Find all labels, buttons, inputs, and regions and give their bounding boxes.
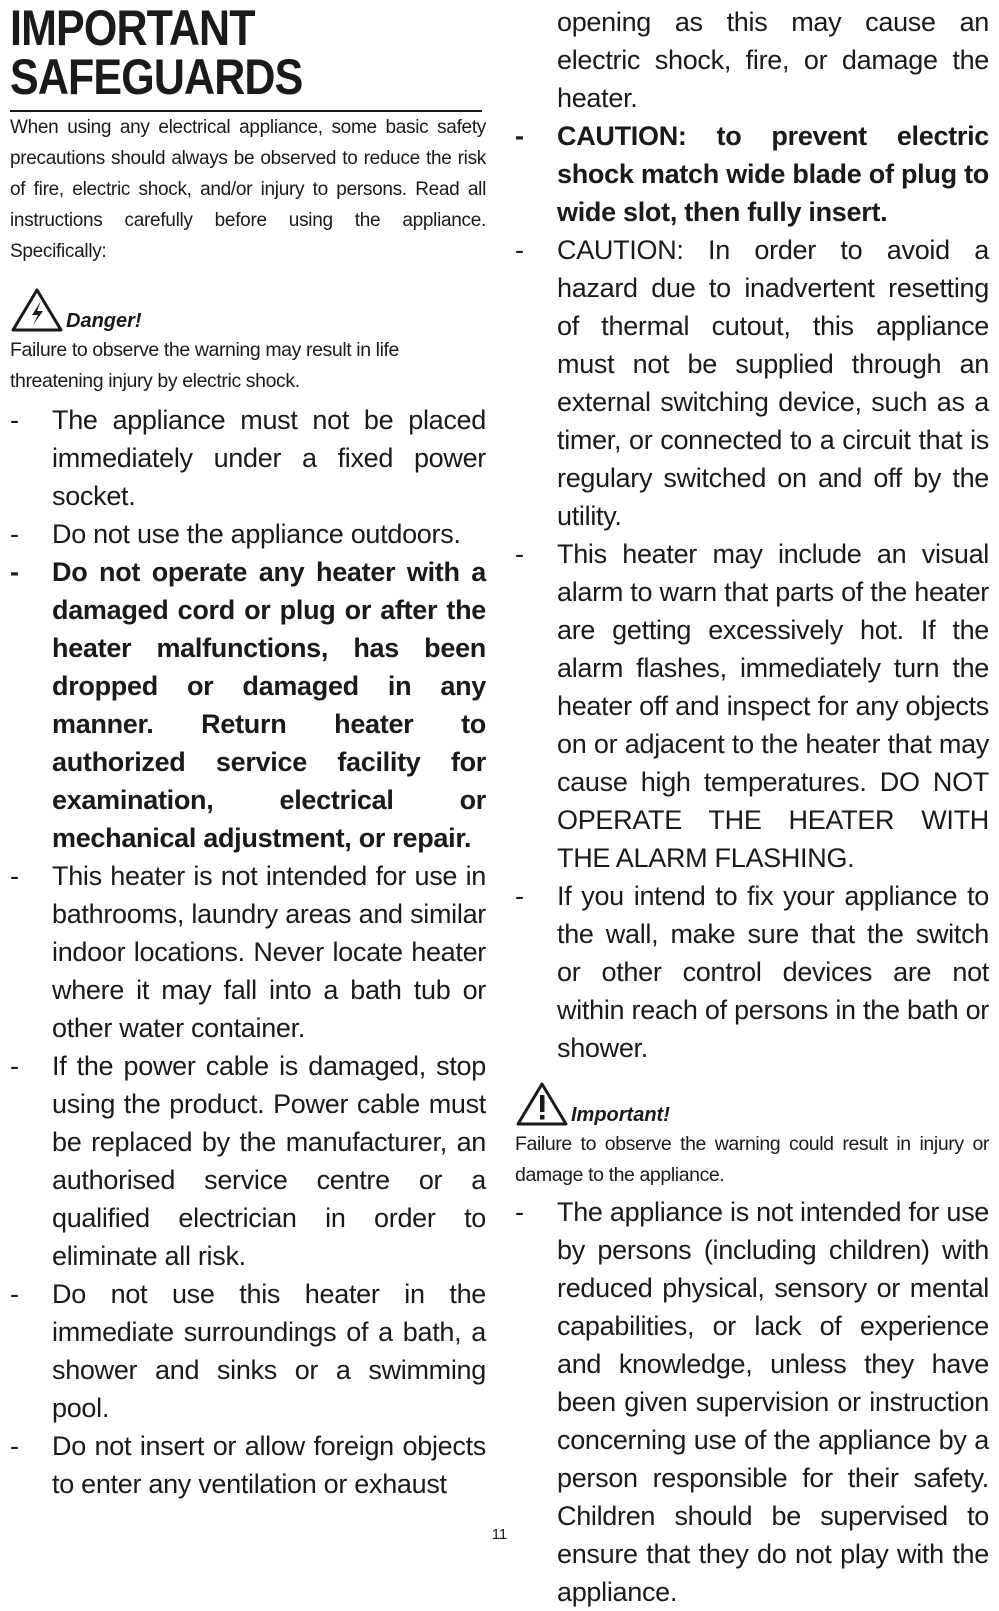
safety-item-text: If you intend to fix your appliance to the wall, make sure that the switch or other control devices are not within reach of persons in the bath or shower. bbox=[557, 881, 989, 1063]
left-column bbox=[10, 0, 486, 1503]
danger-title: Danger! bbox=[66, 310, 142, 332]
safety-item-text: The appliance is not intended for use by persons (including children) with reduced physical, sensory or mental capabilities, or lack of experience and knowledge, unless they have been given supervision or instruction concerning use of the appliance by a person responsible for their safety. Children should be supervised to ensure that they do not play with the appliance. bbox=[557, 1197, 989, 1607]
safety-item bbox=[10, 515, 486, 553]
right-safety-list bbox=[515, 117, 989, 1067]
right-column bbox=[515, 0, 989, 1611]
bullet-dash: - bbox=[10, 1051, 19, 1081]
safety-item bbox=[515, 1193, 989, 1611]
important-text: Failure to observe the warning could result in injury or damage to the appliance. bbox=[515, 1133, 989, 1186]
bullet-dash: - bbox=[515, 121, 524, 151]
bullet-dash: - bbox=[10, 557, 19, 587]
important-heading bbox=[515, 1081, 989, 1127]
intro-paragraph: When using any electrical appliance, some basic safety precautions should always be observed to reduce the risk of fire, electric shock, and/or injury to persons. Read all instructions carefully before using the appliance. Specifically: bbox=[10, 117, 486, 262]
safety-item bbox=[515, 877, 989, 1067]
safety-item bbox=[10, 553, 486, 857]
bullet-dash: - bbox=[10, 519, 19, 549]
bullet-dash: - bbox=[515, 881, 524, 911]
continued-item-text: opening as this may cause an electric shock, fire, or damage the heater. bbox=[557, 7, 989, 113]
safety-item bbox=[10, 1427, 486, 1503]
bullet-dash: - bbox=[10, 861, 19, 891]
page-title bbox=[10, 0, 419, 105]
bullet-dash: - bbox=[10, 1279, 19, 1309]
bullet-dash: - bbox=[515, 1197, 524, 1227]
page-number: 11 bbox=[491, 1526, 508, 1543]
exclamation-triangle-icon bbox=[515, 1081, 569, 1127]
title-line-2: SAFEGUARDS bbox=[10, 49, 303, 105]
safety-item bbox=[10, 401, 486, 515]
safety-item bbox=[515, 117, 989, 231]
bullet-dash: - bbox=[515, 235, 524, 265]
bullet-dash: - bbox=[515, 539, 524, 569]
safety-item bbox=[10, 1275, 486, 1427]
bullet-dash: - bbox=[10, 1431, 19, 1461]
safety-item bbox=[515, 535, 989, 877]
continued-item bbox=[515, 3, 989, 117]
left-safety-list bbox=[10, 401, 486, 1503]
safety-item-text: If the power cable is damaged, stop using the product. Power cable must be replaced by the manufacturer, an authorised service centre or a qualified electrician in order to eliminate all risk. bbox=[52, 1051, 486, 1271]
safety-item-text: Do not operate any heater with a damaged cord or plug or after the heater malfunctions, has been dropped or damaged in any manner. Return heater to authorized service facility for examination, electrical or mechanical adjustment, or repair. bbox=[52, 557, 486, 853]
safety-item-text: The appliance must not be placed immediately under a fixed power socket. bbox=[52, 405, 486, 511]
title-line-1: IMPORTANT bbox=[10, 0, 255, 56]
safety-item-text: Do not insert or allow foreign objects to enter any ventilation or exhaust bbox=[52, 1431, 486, 1499]
safety-item-text: Do not use this heater in the immediate surroundings of a bath, a shower and sinks or a swimming pool. bbox=[52, 1279, 486, 1423]
important-title: Important! bbox=[571, 1104, 670, 1126]
safety-item-text: CAUTION: to prevent electric shock match wide blade of plug to wide slot, then fully insert. bbox=[557, 121, 989, 227]
safety-item-text: This heater may include an visual alarm to warn that parts of the heater are getting excessively hot. If the alarm flashes, immediately turn the heater off and inspect for any objects on or adjacent to the heater that may cause high temperatures. DO NOT OPERATE THE HEATER WITH THE ALARM FLASHING. bbox=[557, 539, 989, 873]
safety-item bbox=[515, 231, 989, 535]
safety-item-text: This heater is not intended for use in bathrooms, laundry areas and similar indoor locations. Never locate heater where it may fall into a bath tub or other water container. bbox=[52, 861, 486, 1043]
safety-item bbox=[10, 857, 486, 1047]
danger-text: Failure to observe the warning may result in life threatening injury by electric shock. bbox=[10, 339, 400, 392]
bullet-dash: - bbox=[10, 405, 19, 435]
electric-hazard-triangle-icon bbox=[10, 287, 64, 333]
danger-heading bbox=[10, 287, 486, 333]
safety-item bbox=[10, 1047, 486, 1275]
safety-item-text: CAUTION: In order to avoid a hazard due to inadvertent resetting of thermal cutout, this appliance must not be supplied through an external switching device, such as a timer, or connected to a circuit that is regulary switched on and off by the utility. bbox=[557, 235, 989, 531]
right-safety-list-2 bbox=[515, 1193, 989, 1611]
safety-item-text: Do not use the appliance outdoors. bbox=[52, 519, 461, 549]
